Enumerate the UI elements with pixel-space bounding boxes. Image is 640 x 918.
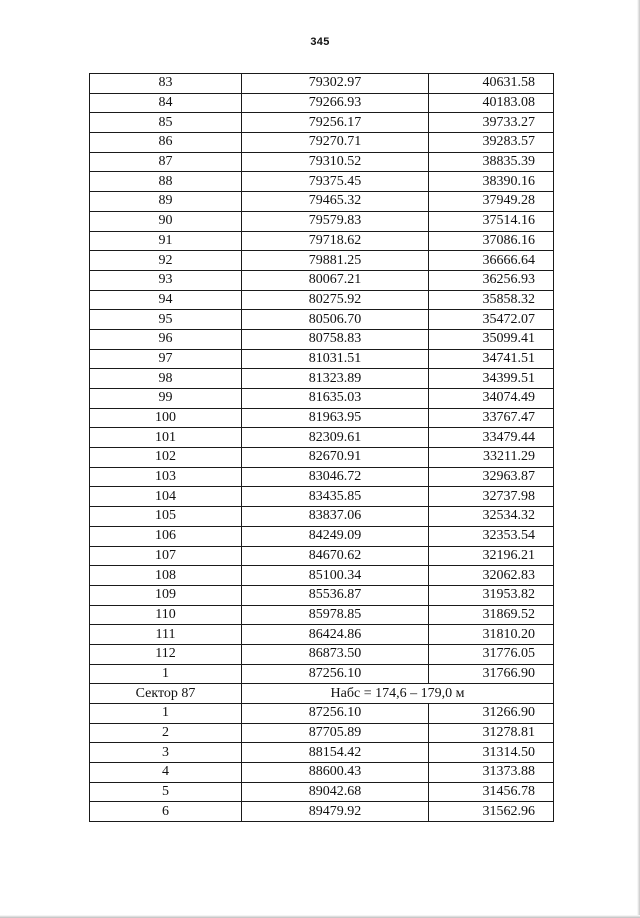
point-number-cell: 99 bbox=[90, 389, 242, 409]
point-number-cell: 1 bbox=[90, 704, 242, 724]
y-coordinate-cell: 37086.16 bbox=[429, 231, 554, 251]
table-row bbox=[90, 605, 554, 625]
x-coordinate-cell: 81323.89 bbox=[242, 369, 429, 389]
table-row bbox=[90, 428, 554, 448]
point-number-cell: 6 bbox=[90, 802, 242, 822]
table-row bbox=[90, 408, 554, 428]
y-coordinate-cell: 36256.93 bbox=[429, 270, 554, 290]
table-row bbox=[90, 723, 554, 743]
x-coordinate-cell: 79718.62 bbox=[242, 231, 429, 251]
x-coordinate-cell: 82309.61 bbox=[242, 428, 429, 448]
table-row bbox=[90, 448, 554, 468]
table-row bbox=[90, 487, 554, 507]
table-row bbox=[90, 526, 554, 546]
point-number-cell: 84 bbox=[90, 93, 242, 113]
table-row bbox=[90, 664, 554, 684]
point-number-cell: 111 bbox=[90, 625, 242, 645]
table-row bbox=[90, 704, 554, 724]
x-coordinate-cell: 88154.42 bbox=[242, 743, 429, 763]
x-coordinate-cell: 79266.93 bbox=[242, 93, 429, 113]
x-coordinate-cell: 85978.85 bbox=[242, 605, 429, 625]
point-number-cell: 102 bbox=[90, 448, 242, 468]
y-coordinate-cell: 32534.32 bbox=[429, 507, 554, 527]
y-coordinate-cell: 39733.27 bbox=[429, 113, 554, 133]
y-coordinate-cell: 33479.44 bbox=[429, 428, 554, 448]
point-number-cell: 108 bbox=[90, 566, 242, 586]
x-coordinate-cell: 87256.10 bbox=[242, 664, 429, 684]
table-row bbox=[90, 74, 554, 94]
y-coordinate-cell: 32963.87 bbox=[429, 467, 554, 487]
point-number-cell: 83 bbox=[90, 74, 242, 94]
table-row bbox=[90, 566, 554, 586]
x-coordinate-cell: 79579.83 bbox=[242, 211, 429, 231]
x-coordinate-cell: 82670.91 bbox=[242, 448, 429, 468]
y-coordinate-cell: 32737.98 bbox=[429, 487, 554, 507]
table-row bbox=[90, 152, 554, 172]
sector-height-range: Набс = 174,6 – 179,0 м bbox=[242, 684, 554, 704]
point-number-cell: 4 bbox=[90, 763, 242, 783]
x-coordinate-cell: 87256.10 bbox=[242, 704, 429, 724]
x-coordinate-cell: 79270.71 bbox=[242, 133, 429, 153]
table-row bbox=[90, 507, 554, 527]
table-row bbox=[90, 369, 554, 389]
point-number-cell: 91 bbox=[90, 231, 242, 251]
point-number-cell: 87 bbox=[90, 152, 242, 172]
x-coordinate-cell: 84670.62 bbox=[242, 546, 429, 566]
y-coordinate-cell: 38835.39 bbox=[429, 152, 554, 172]
table-body bbox=[90, 74, 554, 822]
y-coordinate-cell: 31314.50 bbox=[429, 743, 554, 763]
x-coordinate-cell: 88600.43 bbox=[242, 763, 429, 783]
y-coordinate-cell: 33767.47 bbox=[429, 408, 554, 428]
sector-header-row bbox=[90, 684, 554, 704]
y-coordinate-cell: 31456.78 bbox=[429, 782, 554, 802]
table-row bbox=[90, 172, 554, 192]
point-number-cell: 95 bbox=[90, 310, 242, 330]
point-number-cell: 94 bbox=[90, 290, 242, 310]
x-coordinate-cell: 80067.21 bbox=[242, 270, 429, 290]
point-number-cell: 103 bbox=[90, 467, 242, 487]
table-row bbox=[90, 467, 554, 487]
table-row bbox=[90, 349, 554, 369]
y-coordinate-cell: 31776.05 bbox=[429, 644, 554, 664]
y-coordinate-cell: 35099.41 bbox=[429, 329, 554, 349]
y-coordinate-cell: 36666.64 bbox=[429, 251, 554, 271]
x-coordinate-cell: 79375.45 bbox=[242, 172, 429, 192]
y-coordinate-cell: 31373.88 bbox=[429, 763, 554, 783]
y-coordinate-cell: 34074.49 bbox=[429, 389, 554, 409]
table-row bbox=[90, 743, 554, 763]
y-coordinate-cell: 38390.16 bbox=[429, 172, 554, 192]
x-coordinate-cell: 79310.52 bbox=[242, 152, 429, 172]
y-coordinate-cell: 37514.16 bbox=[429, 211, 554, 231]
point-number-cell: 86 bbox=[90, 133, 242, 153]
x-coordinate-cell: 83435.85 bbox=[242, 487, 429, 507]
table-row bbox=[90, 290, 554, 310]
table-row bbox=[90, 133, 554, 153]
point-number-cell: 89 bbox=[90, 192, 242, 212]
table-row bbox=[90, 93, 554, 113]
x-coordinate-cell: 81031.51 bbox=[242, 349, 429, 369]
point-number-cell: 105 bbox=[90, 507, 242, 527]
x-coordinate-cell: 79302.97 bbox=[242, 74, 429, 94]
table-row bbox=[90, 782, 554, 802]
x-coordinate-cell: 84249.09 bbox=[242, 526, 429, 546]
x-coordinate-cell: 83046.72 bbox=[242, 467, 429, 487]
sector-label: Сектор 87 bbox=[90, 684, 242, 704]
point-number-cell: 2 bbox=[90, 723, 242, 743]
y-coordinate-cell: 31562.96 bbox=[429, 802, 554, 822]
point-number-cell: 88 bbox=[90, 172, 242, 192]
point-number-cell: 85 bbox=[90, 113, 242, 133]
x-coordinate-cell: 80275.92 bbox=[242, 290, 429, 310]
x-coordinate-cell: 89479.92 bbox=[242, 802, 429, 822]
x-coordinate-cell: 80758.83 bbox=[242, 329, 429, 349]
y-coordinate-cell: 32062.83 bbox=[429, 566, 554, 586]
x-coordinate-cell: 81635.03 bbox=[242, 389, 429, 409]
x-coordinate-cell: 79465.32 bbox=[242, 192, 429, 212]
y-coordinate-cell: 32196.21 bbox=[429, 546, 554, 566]
point-number-cell: 106 bbox=[90, 526, 242, 546]
point-number-cell: 110 bbox=[90, 605, 242, 625]
y-coordinate-cell: 32353.54 bbox=[429, 526, 554, 546]
point-number-cell: 93 bbox=[90, 270, 242, 290]
table-row bbox=[90, 546, 554, 566]
x-coordinate-cell: 80506.70 bbox=[242, 310, 429, 330]
point-number-cell: 109 bbox=[90, 585, 242, 605]
y-coordinate-cell: 31869.52 bbox=[429, 605, 554, 625]
table-row bbox=[90, 211, 554, 231]
point-number-cell: 104 bbox=[90, 487, 242, 507]
point-number-cell: 90 bbox=[90, 211, 242, 231]
point-number-cell: 100 bbox=[90, 408, 242, 428]
table-row bbox=[90, 763, 554, 783]
coordinates-table bbox=[89, 73, 554, 822]
y-coordinate-cell: 31766.90 bbox=[429, 664, 554, 684]
x-coordinate-cell: 86873.50 bbox=[242, 644, 429, 664]
point-number-cell: 96 bbox=[90, 329, 242, 349]
y-coordinate-cell: 31953.82 bbox=[429, 585, 554, 605]
y-coordinate-cell: 34741.51 bbox=[429, 349, 554, 369]
x-coordinate-cell: 81963.95 bbox=[242, 408, 429, 428]
y-coordinate-cell: 35472.07 bbox=[429, 310, 554, 330]
x-coordinate-cell: 85100.34 bbox=[242, 566, 429, 586]
table-row bbox=[90, 585, 554, 605]
x-coordinate-cell: 79881.25 bbox=[242, 251, 429, 271]
table-row bbox=[90, 329, 554, 349]
point-number-cell: 98 bbox=[90, 369, 242, 389]
y-coordinate-cell: 40183.08 bbox=[429, 93, 554, 113]
point-number-cell: 3 bbox=[90, 743, 242, 763]
point-number-cell: 112 bbox=[90, 644, 242, 664]
table-row bbox=[90, 231, 554, 251]
point-number-cell: 107 bbox=[90, 546, 242, 566]
x-coordinate-cell: 83837.06 bbox=[242, 507, 429, 527]
table-row bbox=[90, 802, 554, 822]
y-coordinate-cell: 40631.58 bbox=[429, 74, 554, 94]
point-number-cell: 101 bbox=[90, 428, 242, 448]
y-coordinate-cell: 35858.32 bbox=[429, 290, 554, 310]
table-row bbox=[90, 389, 554, 409]
y-coordinate-cell: 31266.90 bbox=[429, 704, 554, 724]
y-coordinate-cell: 31278.81 bbox=[429, 723, 554, 743]
x-coordinate-cell: 79256.17 bbox=[242, 113, 429, 133]
table-row bbox=[90, 192, 554, 212]
y-coordinate-cell: 33211.29 bbox=[429, 448, 554, 468]
point-number-cell: 97 bbox=[90, 349, 242, 369]
x-coordinate-cell: 87705.89 bbox=[242, 723, 429, 743]
y-coordinate-cell: 37949.28 bbox=[429, 192, 554, 212]
x-coordinate-cell: 89042.68 bbox=[242, 782, 429, 802]
x-coordinate-cell: 85536.87 bbox=[242, 585, 429, 605]
table-row bbox=[90, 270, 554, 290]
y-coordinate-cell: 39283.57 bbox=[429, 133, 554, 153]
table-row bbox=[90, 113, 554, 133]
point-number-cell: 92 bbox=[90, 251, 242, 271]
table-row bbox=[90, 310, 554, 330]
y-coordinate-cell: 31810.20 bbox=[429, 625, 554, 645]
x-coordinate-cell: 86424.86 bbox=[242, 625, 429, 645]
table-row bbox=[90, 625, 554, 645]
point-number-cell: 5 bbox=[90, 782, 242, 802]
page-number: 345 bbox=[310, 36, 330, 48]
table-row bbox=[90, 251, 554, 271]
table-row bbox=[90, 644, 554, 664]
point-number-cell: 1 bbox=[90, 664, 242, 684]
y-coordinate-cell: 34399.51 bbox=[429, 369, 554, 389]
